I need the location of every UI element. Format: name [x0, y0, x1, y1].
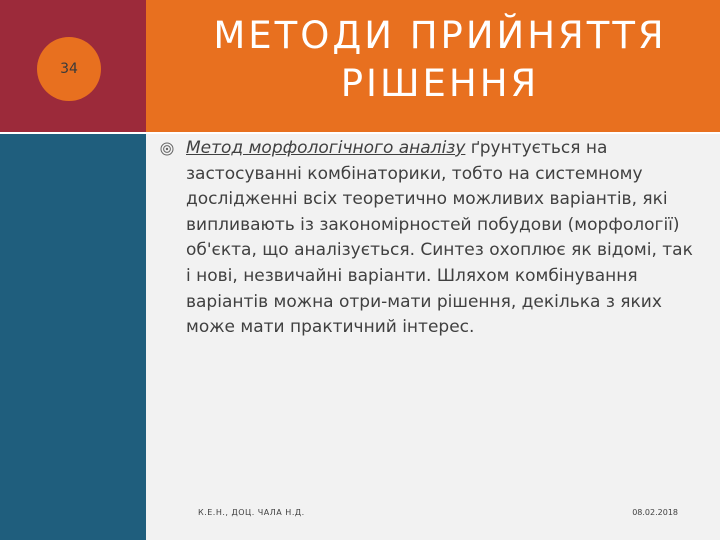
footer-date: 08.02.2018	[632, 508, 678, 517]
slide-title-line2: РІШЕННЯ	[340, 62, 540, 105]
method-term: Метод морфологічного аналізу	[186, 138, 466, 158]
footer-author: К.Е.Н., ДОЦ. ЧАЛА Н.Д.	[198, 508, 305, 517]
circle-bullet-icon	[160, 142, 174, 156]
bullet-paragraph	[186, 136, 696, 341]
slide-number-badge: 34	[37, 37, 101, 101]
slide-title-line1: МЕТОДИ ПРИЙНЯТТЯ	[213, 14, 667, 57]
method-description: ґрунтується на застосуванні комбінаторики, тобто на системному дослідженні всіх теоретично можливих варіантів, які випливають із закономірностей побудови (морфології) об'єкта, що аналізується. Синтез охоплює як відомі, так і нові, незвичайні варіанти. Шляхом комбінування варіантів можна отри-мати рішення, декілька з яких може мати практичний інтерес.	[186, 138, 693, 338]
slide-title	[170, 12, 710, 108]
left-bottom-panel	[0, 132, 146, 540]
